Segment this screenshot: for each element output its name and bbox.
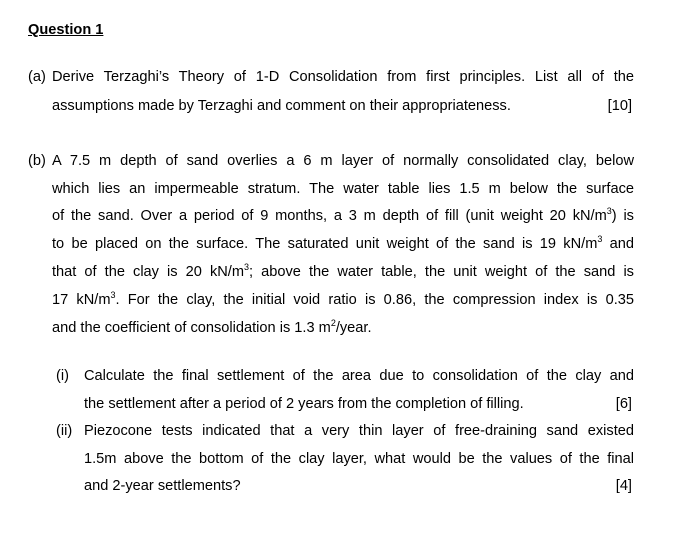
part-b-line-6: 17 $kN/m^3$. For the clay, the initial void ratio is 0.86, the compression index is 0.35 [52, 290, 634, 308]
sub-ii-line-1: Piezocone tests indicated that a very thin layer of free-draining sand existed [84, 423, 634, 439]
sub-i-marks: [6] [615, 396, 632, 412]
sub-i-label: (i) [56, 368, 69, 384]
part-a-line-2: assumptions made by Terzaghi and comment on their appropriateness. [52, 98, 511, 114]
part-b-line-3: of the sand. Over a period of 9 months, a 3 m depth of fill (unit weight 20 $kN/m^3$) is [52, 206, 634, 224]
sub-i-line-2: the settlement after a period of 2 years from the completion of filling. [84, 396, 524, 412]
part-a-marks: [10] [607, 98, 632, 114]
sub-ii-line-2: 1.5m above the bottom of the clay layer, what would be the values of the final [84, 451, 634, 467]
sub-i-line-1: Calculate the final settlement of the area due to consolidation of the clay and [84, 368, 634, 384]
part-b-label: (b) [28, 153, 46, 169]
part-b-line-5: that of the clay is 20 $kN/m^3$; above the water table, the unit weight of the sand is [52, 262, 634, 280]
part-b-line-1: A 7.5 m depth of sand overlies a 6 m layer of normally consolidated clay, below [52, 153, 634, 169]
part-b-line-2: which lies an impermeable stratum. The water table lies 1.5 m below the surface [52, 181, 634, 197]
sub-ii-label: (ii) [56, 423, 73, 439]
sub-ii-line-3: and 2-year settlements? [84, 478, 241, 494]
part-a-label: (a) [28, 69, 46, 85]
part-a-line-1: Derive Terzaghi’s Theory of 1-D Consolidation from first principles. List all of the [52, 69, 634, 85]
part-b-line-4: to be placed on the surface. The saturated unit weight of the sand is 19 $kN/m^3$ and [52, 234, 635, 252]
part-b-line-7: and the coefficient of consolidation is 1.3 $m^2$/year. [52, 318, 372, 336]
sub-ii-marks: [4] [615, 478, 632, 494]
question-title: Question 1 [28, 22, 104, 38]
